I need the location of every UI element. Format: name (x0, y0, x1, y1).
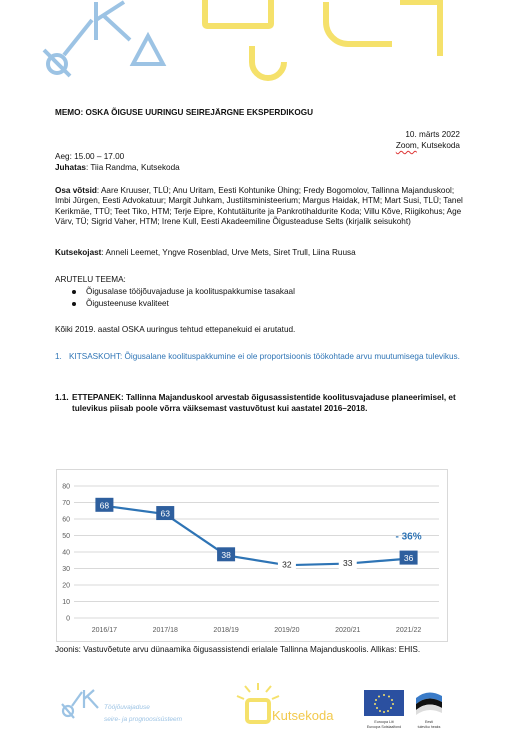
eu-logo (364, 690, 404, 729)
y-tick-label: 70 (62, 500, 70, 507)
line-chart (57, 470, 447, 641)
memo-date: 10. märts 2022 (405, 130, 460, 139)
x-tick-label: 2016/17 (91, 627, 118, 634)
y-tick-label: 50 (62, 533, 70, 540)
sun-rays-icon (237, 683, 279, 699)
location-zoom: Zoom (395, 141, 417, 150)
oska-header-graphic (44, 2, 163, 76)
y-tick-label: 80 (62, 483, 70, 491)
meeting-time: Aeg: 15.00 – 17.00 (55, 152, 125, 161)
subsection-heading (55, 392, 470, 414)
agenda-item: Õigusalase tööjõuvajaduse ja koolituspakkumise tasakaal (72, 286, 295, 298)
x-tick-label: 2019/20 (274, 627, 300, 634)
data-label: 32 (282, 559, 292, 570)
chart-caption: Joonis: Vastuvõetute arvu dünaamika õigusassistendi erialale Tallinna Majanduskoolis. Allikas: EHIS. (55, 645, 421, 654)
kutsekoda-square-icon (247, 700, 269, 722)
host-label: Juhatas (55, 163, 86, 172)
arc-shape-icon (252, 46, 284, 78)
chart-frame (56, 469, 448, 642)
footer-logos (0, 680, 517, 733)
oska-logo-k-icon (84, 690, 98, 708)
eu-logo-line1: Euroopa Liit (374, 720, 394, 724)
k-shape-icon (96, 2, 130, 40)
oska-logo-line-icon (72, 692, 82, 706)
oska-logo (62, 690, 183, 723)
oska-logo-line2: seire- ja prognoosisüsteem (104, 716, 183, 723)
x-tick-label: 2017/18 (152, 627, 178, 634)
guests (55, 248, 470, 258)
location-rest: , Kutsekoda (416, 141, 460, 150)
data-label: 33 (343, 558, 353, 569)
kutsekoda-logo-text: Kutsekoda (272, 708, 334, 723)
meeting-host (55, 163, 180, 173)
participants (55, 186, 470, 228)
agenda-title: ARUTELU TEEMA: (55, 275, 126, 284)
oska-logo-line1: Tööjõuvajaduse (104, 704, 150, 711)
x-tick-label: 2018/19 (213, 627, 239, 634)
participants-text: : Aare Kruuser, TLÜ; Anu Uritam, Eesti Kohtunike Ühing; Fredy Bogomolov, Tallinna Majanduskool; Imbi Jürgen, Eesti Advokatuur; Margit Juhkam, Justiitsministeerium; Margus Haidak, HTM; Mart Susi, TLÜ; Tanel Kerikmäe, TTÜ; Teet Tiko, HTM; Terje Eipre, Kohtutäiturite ja Pankrotihaldurite Koda; Villu Kõve, Riigikohus; Age Värv, TÜ; Sigrid Vaher, HTM; Irene Kull, Eesti Akadeemiline Õigusteaduse Selts (kirjalik seisukoht) (55, 186, 463, 227)
host-value: : Tiia Randma, Kutsekoda (85, 163, 180, 172)
bracket-shape-icon (326, 2, 392, 44)
section-number: 1. (55, 352, 62, 361)
data-label: 36 (403, 553, 414, 564)
section-text: KITSASKOHT: Õigusalane koolituspakkumine ei ole proportsioonis töökohtade arvu muutumisega tulevikus. (69, 352, 460, 361)
y-tick-label: 30 (62, 566, 70, 573)
diagonal-line-icon (64, 20, 92, 55)
section-heading (55, 351, 475, 362)
y-tick-label: 0 (66, 615, 70, 623)
change-annotation: - 36% (395, 531, 422, 543)
triangle-shape-icon (133, 36, 163, 64)
x-tick-label: 2020/21 (335, 627, 361, 634)
data-label: 68 (99, 500, 110, 511)
estonia-logo-line2: tuleviku heaks (417, 725, 441, 729)
intro-sentence: Kõiki 2019. aastal OSKA uuringus tehtud ettepanekuid ei arutatud. (55, 325, 296, 334)
header-decoration (0, 0, 517, 90)
subsection-number: 1.1. (55, 393, 69, 402)
kutsekoda-header-graphic (205, 0, 440, 78)
agenda-item: Õigusteenuse kvaliteet (72, 298, 295, 310)
participants-label: Osa võtsid (55, 186, 97, 195)
y-tick-label: 60 (62, 516, 70, 524)
subsection-text: ETTEPANEK: Tallinna Majanduskool arvestab õigusassistentide koolitusvajaduse planeerimisel, et tulevikus piisab poole võrra väiksemast vastuvõtust kui aastatel 2016–2018. (72, 393, 456, 413)
y-tick-label: 10 (62, 599, 70, 606)
memo-location (396, 141, 460, 151)
guests-value: : Anneli Leemet, Yngve Rosenblad, Urve Mets, Siret Trull, Liina Ruusa (101, 248, 356, 257)
eu-logo-line2: Euroopa Sotsiaalfond (366, 725, 402, 729)
data-label: 38 (221, 549, 231, 560)
data-label: 63 (160, 508, 170, 519)
y-tick-label: 40 (62, 549, 70, 557)
estonia-logo (416, 692, 442, 729)
agenda-list (72, 286, 295, 309)
kutsekoda-logo (237, 683, 334, 723)
x-tick-label: 2021/22 (395, 627, 422, 634)
guests-label: Kutsekojast (55, 248, 102, 257)
corner-shape-icon (400, 2, 440, 56)
memo-title: MEMO: OSKA ÕIGUSE UURINGU SEIREJÄRGNE EKSPERDIKOGU (55, 108, 314, 117)
square-shape-icon (205, 0, 271, 26)
estonia-logo-line1: Eesti (425, 720, 433, 724)
y-tick-label: 20 (62, 582, 70, 590)
